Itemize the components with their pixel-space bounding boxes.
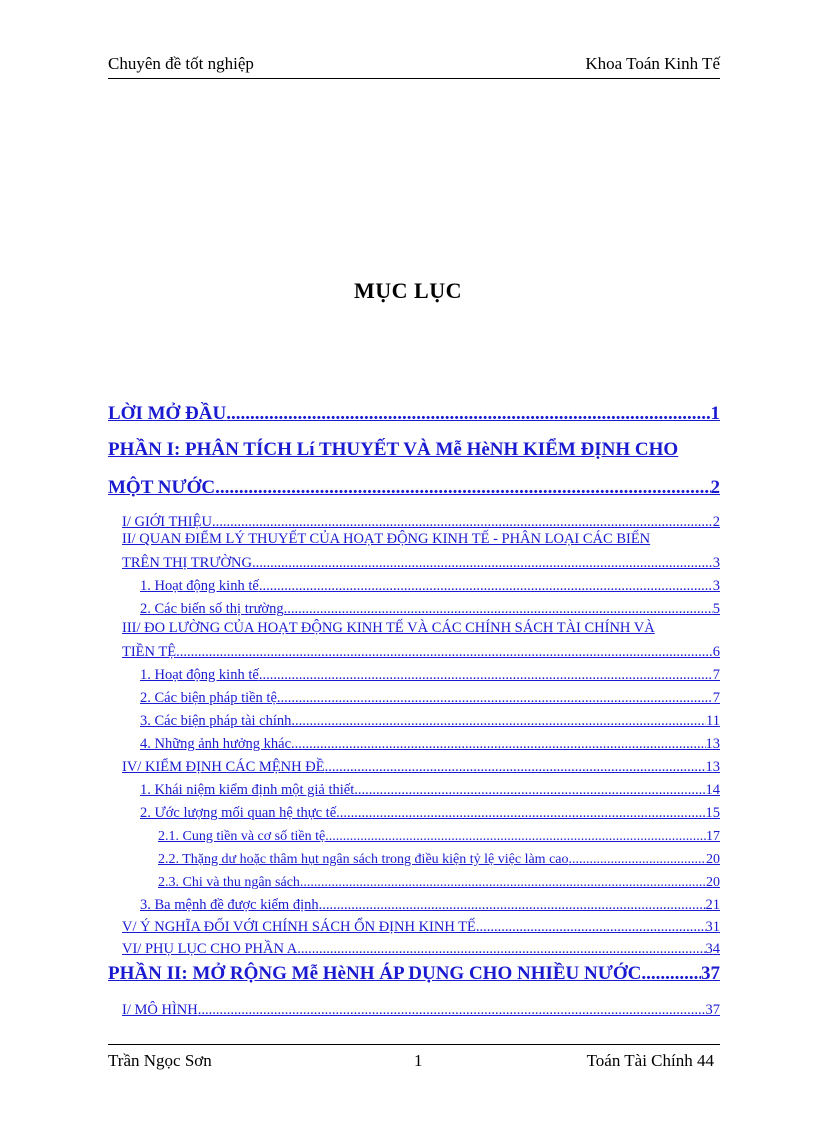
toc-entry-do-luong[interactable]: TIỀN TỆ ..... 6 bbox=[122, 642, 720, 661]
page-footer bbox=[108, 1044, 720, 1075]
page-header bbox=[108, 52, 720, 79]
toc-entry-hoat-dong-kinh-te-1[interactable]: 1. Hoạt động kinh tế ..... 3 bbox=[140, 576, 720, 595]
toc-entry-quan-diem[interactable]: TRÊN THỊ TRƯỜNG ..... 3 bbox=[122, 553, 720, 572]
toc-entry-loi-mo-dau[interactable]: LỜI MỞ ĐẦU ..... 1 bbox=[108, 401, 720, 425]
header-right: Khoa Toán Kinh Tế bbox=[585, 54, 720, 73]
toc-entry-bien-phap-tai-chinh[interactable]: 3. Các biện pháp tài chính ..... 11 bbox=[140, 711, 720, 730]
footer-class: Toán Tài Chính 44 bbox=[586, 1051, 714, 1070]
toc-entry-quan-diem-line1[interactable]: II/ QUAN ĐIỂM LÝ THUYẾT CỦA HOẠT ĐỘNG KINH TẾ - PHÂN LOẠI CÁC BIẾN bbox=[122, 531, 651, 547]
footer-page-number: 1 bbox=[414, 1051, 423, 1070]
toc-entry-kiem-dinh-menh-de[interactable]: IV/ KIỂM ĐỊNH CÁC MỆNH ĐỀ ..... 13 bbox=[122, 757, 720, 776]
toc-entry-phan-1[interactable]: MỘT NƯỚC ..... 2 bbox=[108, 475, 720, 499]
toc-entry-chi-thu-ngan-sach[interactable]: 2.3. Chi và thu ngân sách ..... 20 bbox=[158, 872, 720, 891]
toc-entry-hoat-dong-kinh-te-2[interactable]: 1. Hoạt động kinh tế ..... 7 bbox=[140, 665, 720, 684]
toc-entry-phan-2[interactable]: PHẦN II: MỞ RỘNG Mễ HèNH ÁP DỤNG CHO NHIỀU NƯỚC ..... 37 bbox=[108, 961, 720, 985]
toc-entry-bien-phap-tien-te[interactable]: 2. Các biện pháp tiền tệ ..... 7 bbox=[140, 688, 720, 707]
toc-entry-khai-niem-kiem-dinh[interactable]: 1. Khái niệm kiểm định một giả thiết ..... 14 bbox=[140, 780, 720, 799]
toc-entry-anh-huong-khac[interactable]: 4. Những ảnh hưởng khác ..... 13 bbox=[140, 734, 720, 753]
toc-entry-mo-hinh[interactable]: I/ MÔ HÌNH ..... 37 bbox=[122, 1000, 720, 1019]
toc-entry-phan-1-line1[interactable]: PHẦN I: PHÂN TÍCH Lí THUYẾT VÀ Mễ HèNH KIỂM ĐỊNH CHO bbox=[108, 439, 679, 460]
toc-entry-y-nghia-chinh-sach[interactable]: V/ Ý NGHĨA ĐỐI VỚI CHÍNH SÁCH ỔN ĐỊNH KINH TẾ ..... 31 bbox=[122, 917, 720, 936]
toc-entry-ba-menh-de[interactable]: 3. Ba mệnh đề được kiểm định ..... 21 bbox=[140, 895, 720, 914]
header-left: Chuyên đề tốt nghiệp bbox=[108, 54, 254, 73]
page-title: MỤC LỤC bbox=[354, 278, 462, 303]
toc-entry-bien-so-thi-truong[interactable]: 2. Các biến số thị trường ..... 5 bbox=[140, 599, 720, 618]
toc-entry-thang-du-tham-hut[interactable]: 2.2. Thặng dư hoặc thâm hụt ngân sách trong điều kiện tỷ lệ việc làm cao ..... 20 bbox=[158, 849, 720, 868]
toc-entry-do-luong-line1[interactable]: III/ ĐO LƯỜNG CỦA HOẠT ĐỘNG KINH TẾ VÀ CÁC CHÍNH SÁCH TÀI CHÍNH VÀ bbox=[122, 620, 655, 636]
toc-entry-phu-luc[interactable]: VI/ PHỤ LỤC CHO PHẦN A ..... 34 bbox=[122, 939, 720, 958]
footer-author: Trần Ngọc Sơn bbox=[108, 1051, 212, 1070]
toc-entry-cung-tien[interactable]: 2.1. Cung tiền và cơ số tiền tệ ..... 17 bbox=[158, 826, 720, 845]
toc-entry-gioi-thieu[interactable]: I/ GIỚI THIỆU ..... 2 bbox=[122, 512, 720, 531]
toc-entry-uoc-luong[interactable]: 2. Ước lượng mối quan hệ thực tế ..... 15 bbox=[140, 803, 720, 822]
